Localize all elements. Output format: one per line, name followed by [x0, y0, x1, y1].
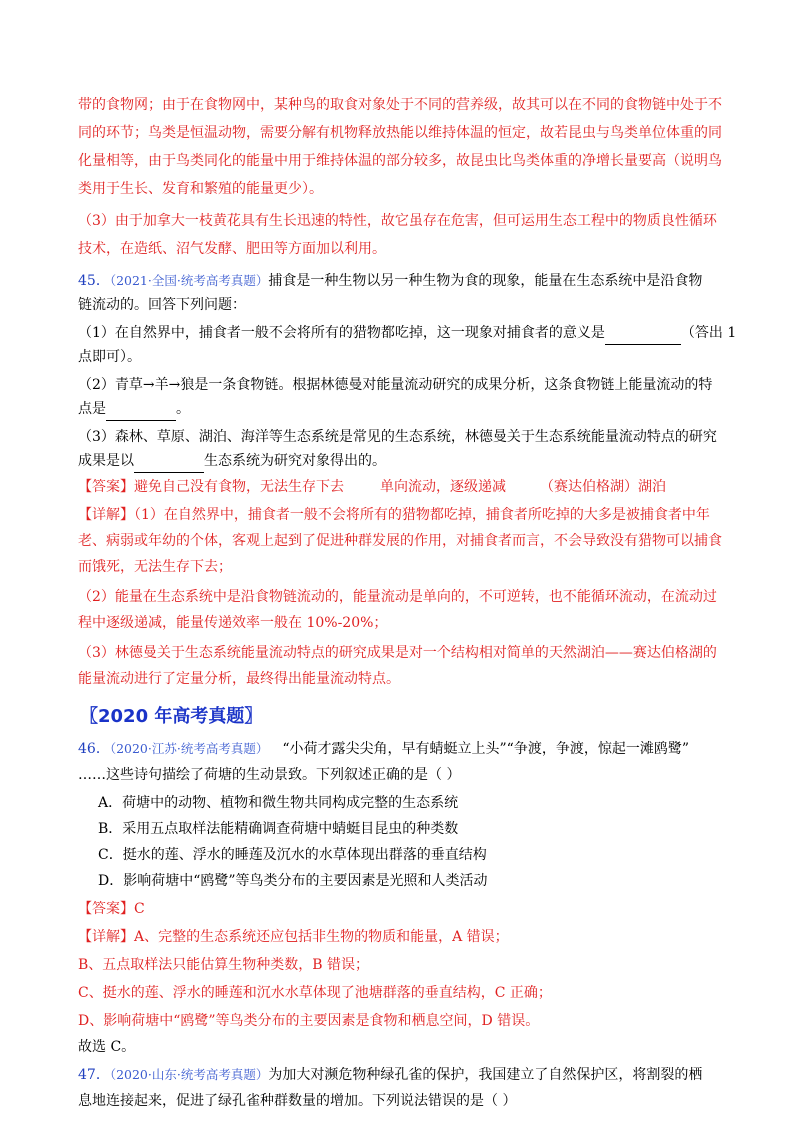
answer-blank [106, 398, 176, 421]
part-text: 。 [176, 401, 190, 417]
part-text: 点即可）。 [78, 349, 141, 365]
explanation-line: （3）由于加拿大一枝黄花具有生长迅速的特性，故它虽存在危害，但可运用生态工程中的物质良性循环 [78, 213, 717, 229]
option-b: B．采用五点取样法能精确调查荷塘中蜻蜓目昆虫的种类数 [98, 821, 459, 837]
part-text: （答出 1 [680, 325, 737, 341]
detail-line: 而饿死，无法生存下去； [78, 559, 232, 575]
question-number: 46． [78, 741, 110, 757]
question-source: （2020·江苏·统考高考真题） [109, 741, 269, 756]
question-text: 息地连接起来，促进了绿孔雀种群数量的增加。下列说法错误的是（ ） [78, 1093, 517, 1109]
question-part-3: （3）森林、草原、湖泊、海洋等生态系统是常见的生态系统，林德曼关于生态系统能量流动特点的研究 [78, 429, 717, 445]
question-text: 捕食是一种生物以另一种生物为食的现象，能量在生态系统中是沿食物 [268, 273, 703, 289]
detail-line: 能量流动进行了定量分析，最终得出能量流动特点。 [78, 671, 400, 687]
explanation-line: 同的环节；鸟类是恒温动物，需要分解有机物释放热能以维持体温的恒定，故若昆虫与鸟类单位体重的同 [78, 125, 722, 141]
question-source: （2021·全国·统考高考真题） [109, 273, 269, 288]
answer-line [78, 898, 728, 920]
detail-line: 老、病弱或年幼的个体，客观上起到了促进种群发展的作用，对捕食者而言，不会导致没有猎物可以捕食 [78, 533, 722, 549]
answer-label: 【答案】 [78, 901, 134, 917]
question-text: ……这些诗句描绘了荷塘的生动景致。下列叙述正确的是（ ） [78, 767, 461, 783]
detail-text: （1）在自然界中，捕食者一般不会将所有的猎物都吃掉，捕食者所吃掉的大多是被捕食者中年 [134, 507, 710, 523]
detail-line: C、挺水的莲、浮水的睡莲和沉水水草体现了池塘群落的垂直结构，C 正确； [78, 985, 552, 1001]
detail-line: D、影响荷塘中“鸥鹭”等鸟类分布的主要因素是食物和栖息空间，D 错误。 [78, 1013, 540, 1029]
section-heading: 〖2020 年高考真题〗 [80, 706, 263, 727]
part-text: （1）在自然界中，捕食者一般不会将所有的猎物都吃掉，这一现象对捕食者的意义是 [78, 325, 605, 341]
answer-line [78, 476, 728, 498]
explanation-line: 带的食物网；由于在食物网中，某种鸟的取食对象处于不同的营养级，故其可以在不同的食物链中处于不 [78, 97, 722, 113]
detail-line: （3）林德曼关于生态系统能量流动特点的研究成果是对一个结构相对简单的天然湖泊——赛达伯格湖的 [78, 645, 717, 661]
detail-line: 程中逐级递减，能量传递效率一般在 10%-20%； [78, 615, 388, 631]
answer-label: 【答案】 [78, 479, 134, 495]
question-number: 47． [78, 1067, 110, 1083]
part-text: 生态系统为研究对象得出的。 [204, 453, 386, 469]
explanation-line: 化量相等，由于鸟类同化的能量中用于维持体温的部分较多，故昆虫比鸟类体重的净增长量要高（说明鸟 [78, 153, 722, 169]
answer-blank [605, 322, 681, 345]
question-text: “小荷才露尖尖角，早有蜻蜓立上头”“争渡，争渡，惊起一滩鸥鹭” [282, 741, 689, 757]
option-d: D．影响荷塘中“鸥鹭”等鸟类分布的主要因素是光照和人类活动 [98, 873, 488, 889]
detail-line: （2）能量在生态系统中是沿食物链流动的，能量流动是单向的，不可逆转，也不能循环流动，在流动过 [78, 589, 717, 605]
question-part-3-cont [78, 450, 728, 473]
conclusion-line: 故选 C。 [78, 1039, 136, 1055]
detail-line: B、五点取样法只能估算生物种类数，B 错误； [78, 957, 370, 973]
part-text: 点是 [78, 401, 106, 417]
option-c: C．挺水的莲、浮水的睡莲及沉水的水草体现出群落的垂直结构 [98, 847, 487, 863]
answer-value: （赛达伯格湖）湖泊 [540, 479, 666, 495]
detail-label: 【详解】 [78, 507, 134, 523]
question-number: 45． [78, 273, 110, 289]
part-text: 成果是以 [78, 453, 134, 469]
answer-blank [134, 450, 204, 473]
detail-line [78, 926, 728, 948]
explanation-line: 类用于生长、发育和繁殖的能量更少）。 [78, 181, 323, 197]
answer-value: 避免自己没有食物，无法生存下去 [134, 479, 344, 495]
question-46-stem [78, 738, 728, 760]
question-part-1 [78, 322, 737, 345]
question-part-2-cont [78, 398, 728, 421]
question-text: 为加大对濒危物种绿孔雀的保护，我国建立了自然保护区，将割裂的栖 [268, 1067, 703, 1083]
question-45-stem [78, 270, 728, 292]
explanation-line: 技术，在造纸、沼气发酵、肥田等方面加以利用。 [78, 241, 386, 257]
detail-line [78, 504, 728, 526]
option-a: A．荷塘中的动物、植物和微生物共同构成完整的生态系统 [98, 795, 459, 811]
question-source: （2020·山东·统考高考真题） [109, 1067, 269, 1082]
answer-value: 单向流动，逐级递减 [380, 479, 506, 495]
answer-value: C [134, 901, 145, 917]
question-47-stem [78, 1064, 728, 1086]
detail-label: 【详解】 [78, 929, 134, 945]
detail-text: A、完整的生态系统还应包括非生物的物质和能量，A 错误； [134, 929, 509, 945]
question-part-2: （2）青草→羊→狼是一条食物链。根据林德曼对能量流动研究的成果分析，这条食物链上能量流动的特 [78, 377, 713, 393]
question-text: 链流动的。回答下列问题： [78, 297, 246, 313]
